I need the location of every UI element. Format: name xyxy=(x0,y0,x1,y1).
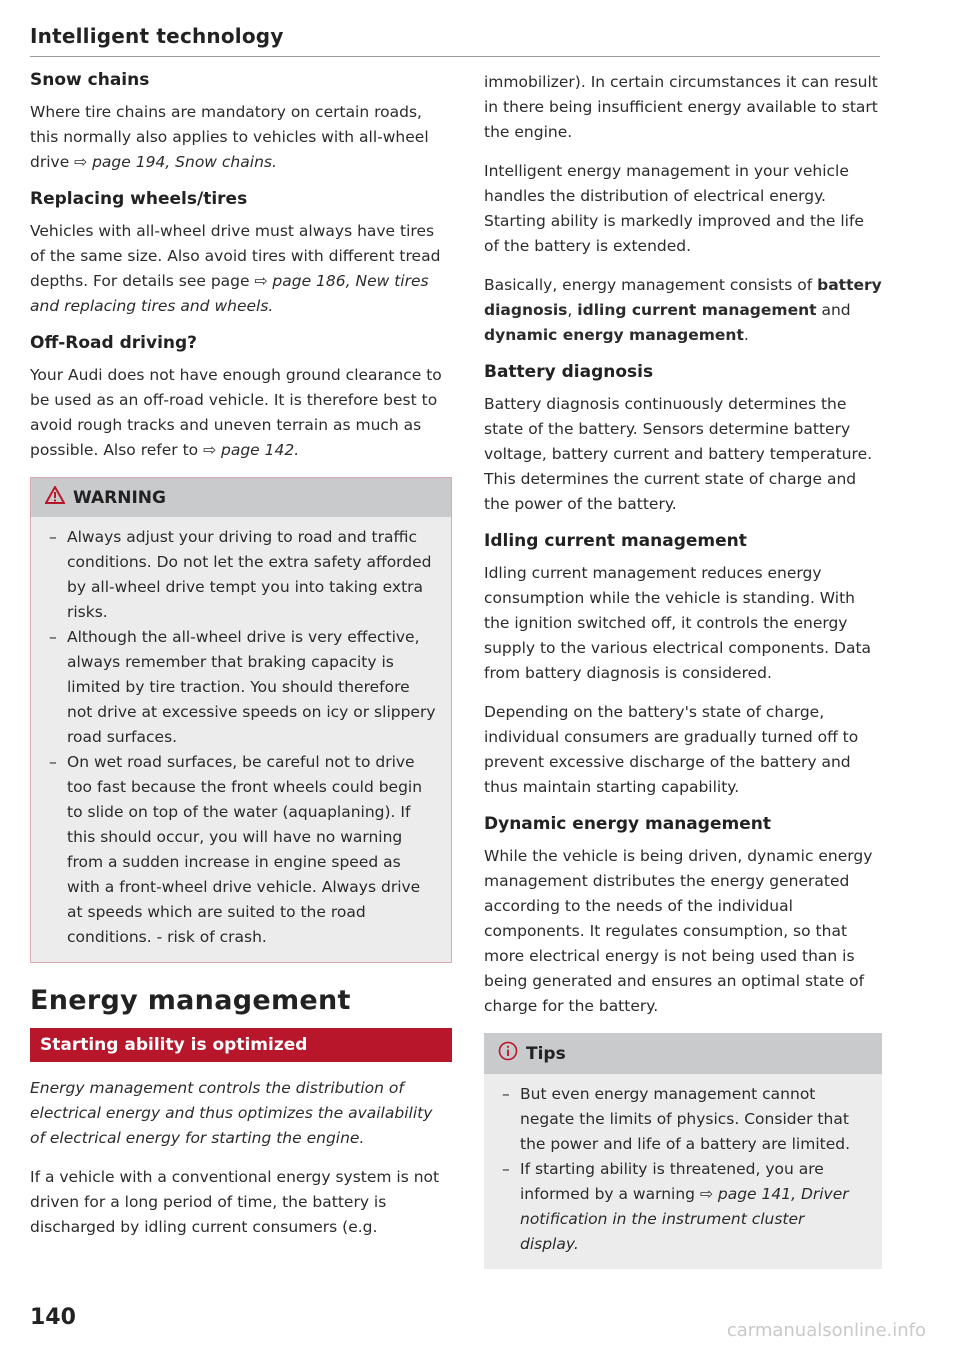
idling-current-heading: Idling current management xyxy=(484,531,747,551)
body-text: If a vehicle with a conventional energy system is not driven for a long period of time, the battery is discharged by idling current consumers (e.g. xyxy=(30,1168,440,1236)
snow-chains-text: Where tire chains are mandatory on certain roads, this normally also applies to vehicles with all-wheel drive ⇨ page 194, Snow chains. xyxy=(30,103,429,171)
tips-title: Tips xyxy=(526,1043,566,1064)
warning-header xyxy=(31,478,451,517)
snow-chains-heading: Snow chains xyxy=(30,70,150,90)
continued-text: immobilizer). In certain circumstances it can result in there being insufficient energy available to start the engine. xyxy=(484,73,878,141)
warning-item: – On wet road surfaces, be careful not to drive too fast because the front wheels could begin to slide on top of the water (aquaplaning). If this should occur, you will have no warning from a sudden increase in engine speed as with a front-wheel drive vehicle. Always drive at speeds which are suited to the road conditions. - risk of crash. xyxy=(45,750,437,950)
left-column xyxy=(30,70,452,1254)
driver-notification-link[interactable]: ⇨ page 141, Driver notification in the instrument cluster display. xyxy=(520,1185,849,1253)
info-icon xyxy=(498,1041,518,1066)
battery-diagnosis-heading: Battery diagnosis xyxy=(484,362,654,382)
replacing-wheels-text: Vehicles with all-wheel drive must always have tires of the same size. Also avoid tires with different tread depths. For details see page ⇨ page 186, New tires and replacing tires and wheels. xyxy=(30,222,441,315)
tip-item: – If starting ability is threatened, you are informed by a warning ⇨ page 141, Driver notification in the instrument cluster display. xyxy=(498,1157,868,1257)
new-tires-link[interactable]: ⇨ page 186, New tires and replacing tires and wheels. xyxy=(30,272,429,315)
watermark: carmanualsonline.info xyxy=(726,1320,926,1341)
tips-box xyxy=(484,1033,882,1269)
topic-banner: Starting ability is optimized xyxy=(30,1028,452,1062)
snow-chains-link[interactable]: ⇨ page 194, Snow chains. xyxy=(74,153,277,171)
offroad-text: Your Audi does not have enough ground clearance to be used as an off-road vehicle. It is therefore best to avoid rough tracks and uneven terrain as much as possible. Also refer to ⇨ page 142. xyxy=(30,366,442,459)
dynamic-energy-heading: Dynamic energy management xyxy=(484,814,771,834)
chapter-title: Energy management xyxy=(30,985,351,1016)
tips-list xyxy=(498,1082,868,1257)
intro-text: Energy management controls the distribution of electrical energy and thus optimizes the availability of electrical energy for starting the engine. xyxy=(30,1079,433,1147)
components-text: Basically, energy management consists of battery diagnosis, idling current management and dynamic energy management. xyxy=(484,276,882,344)
warning-item: – Although the all-wheel drive is very effective, always remember that braking capacity is limited by tire traction. You should therefore not drive at excessive speeds on icy or slippery road surfaces. xyxy=(45,625,437,750)
section-header: Intelligent technology xyxy=(30,24,880,57)
page-number: 140 xyxy=(30,1305,76,1330)
idling-current-text: Idling current management reduces energy consumption while the vehicle is standing. With the ignition switched off, it controls the energy supply to the various electrical components. Data from battery diagnosis is considered. xyxy=(484,564,872,682)
replacing-wheels-heading: Replacing wheels/tires xyxy=(30,189,248,209)
warning-box xyxy=(30,477,452,963)
battery-diagnosis-text: Battery diagnosis continuously determines the state of the battery. Sensors determine battery voltage, battery current and battery temperature. This determines the current state of charge and the power of the battery. xyxy=(484,395,873,513)
dynamic-energy-text: While the vehicle is being driven, dynamic energy management distributes the energy generated according to the needs of the individual components. It regulates consumption, so that more electrical energy is not being used than is being generated and ensures an optimal state of charge for the battery. xyxy=(484,847,873,1015)
warning-item: – Always adjust your driving to road and traffic conditions. Do not let the extra safety afforded by all-wheel drive tempt you into taking extra risks. xyxy=(45,525,437,625)
tips-header xyxy=(484,1033,882,1074)
page-142-link[interactable]: ⇨ page 142. xyxy=(203,441,300,459)
idling-current-text-2: Depending on the battery's state of charge, individual consumers are gradually turned off to prevent excessive discharge of the battery and thus maintain starting capability. xyxy=(484,703,859,796)
warning-triangle-icon xyxy=(45,486,65,509)
warning-title: WARNING xyxy=(73,487,166,508)
offroad-heading: Off-Road driving? xyxy=(30,333,198,353)
right-column xyxy=(484,70,882,1269)
warning-list xyxy=(45,525,437,950)
tip-item: – But even energy management cannot negate the limits of physics. Consider that the power and life of a battery are limited. xyxy=(498,1082,868,1157)
intelligent-energy-text: Intelligent energy management in your vehicle handles the distribution of electrical energy. Starting ability is markedly improved and the life of the battery is extended. xyxy=(484,162,864,255)
